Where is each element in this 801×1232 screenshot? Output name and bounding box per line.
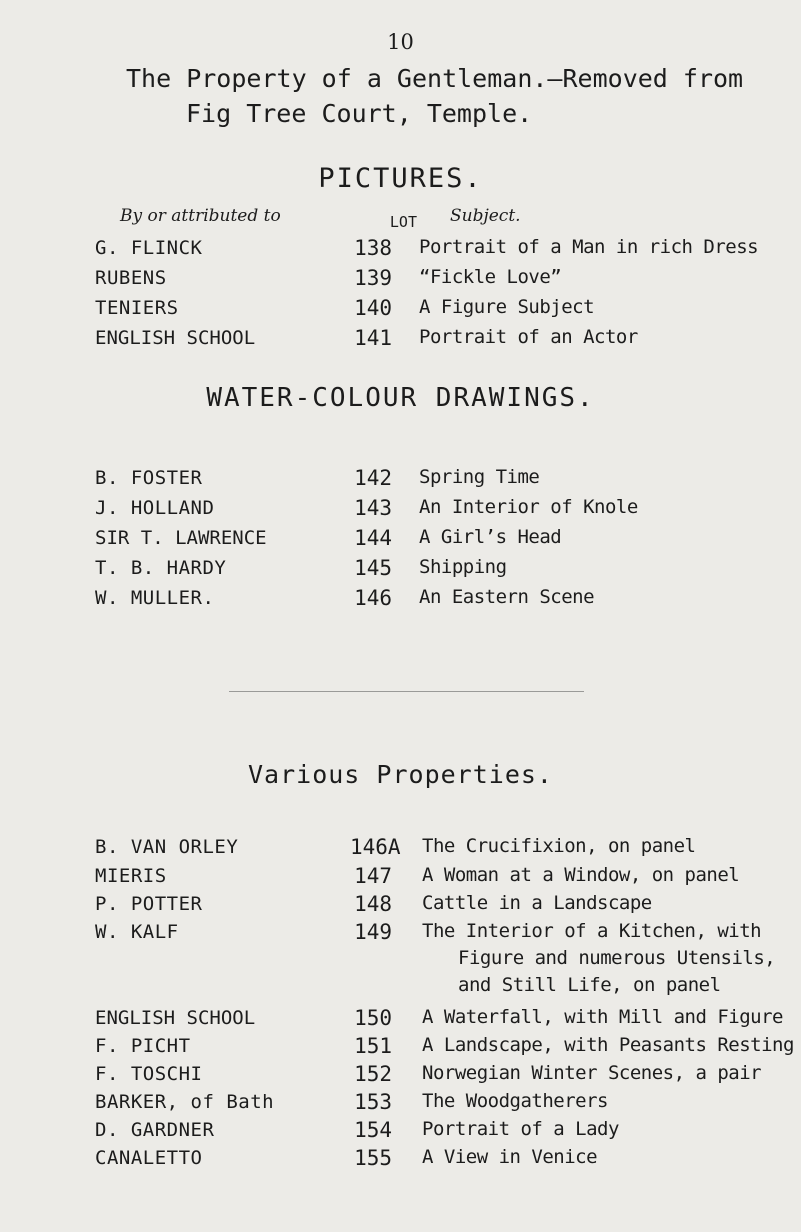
lot-subject: A Woman at a Window, on panel	[422, 864, 740, 886]
section-title-various: Various Properties.	[248, 760, 553, 789]
lot-number: 150	[354, 1006, 392, 1030]
lot-number: 140	[354, 296, 392, 320]
artist-name: B. FOSTER	[95, 467, 203, 489]
artist-name: ENGLISH SCHOOL	[95, 1007, 256, 1029]
artist-name: SIR T. LAWRENCE	[95, 527, 267, 549]
artist-name: W. KALF	[95, 921, 179, 943]
sale-heading-line-2: Fig Tree Court, Temple.	[186, 99, 533, 128]
lot-row	[0, 918, 801, 1004]
column-head-artist: By or attributed to	[120, 206, 281, 226]
lot-subject: A Waterfall, with Mill and Figure	[422, 1006, 783, 1028]
artist-name: J. HOLLAND	[95, 497, 215, 519]
lot-number: 149	[354, 920, 392, 944]
section-title-pictures: PICTURES.	[318, 163, 483, 194]
lot-subject: A Girl’s Head	[419, 526, 562, 548]
column-head-subject: Subject.	[450, 206, 521, 226]
artist-name: MIERIS	[95, 865, 167, 887]
artist-name: CANALETTO	[95, 1147, 203, 1169]
lot-number: 146A	[350, 835, 401, 859]
lot-subject: Shipping	[419, 556, 507, 578]
section-divider	[229, 691, 584, 692]
sale-heading-line-1: The Property of a Gentleman.—Removed from	[126, 64, 744, 93]
lot-row	[0, 890, 801, 920]
artist-name: BARKER, of Bath	[95, 1091, 275, 1113]
lot-number: 152	[354, 1062, 392, 1086]
artist-name: G. FLINCK	[95, 237, 203, 259]
lot-number: 147	[354, 864, 392, 888]
column-head-lot: LOT	[389, 213, 417, 231]
lot-row	[0, 324, 801, 354]
artist-name: T. B. HARDY	[95, 557, 227, 579]
lot-subject: A View in Venice	[422, 1146, 598, 1168]
lot-row	[0, 524, 801, 554]
lot-subject-line: The Interior of a Kitchen, with	[422, 920, 762, 942]
artist-name: ENGLISH SCHOOL	[95, 327, 256, 349]
lot-number: 148	[354, 892, 392, 916]
lot-row	[0, 584, 801, 614]
lot-number: 143	[354, 496, 392, 520]
lot-row	[0, 494, 801, 524]
lot-subject-continuation: Figure and numerous Utensils, and Still Life, on panel	[458, 947, 776, 996]
lot-subject: A Landscape, with Peasants Resting	[422, 1034, 794, 1056]
lot-number: 139	[354, 266, 392, 290]
lot-number: 146	[354, 586, 392, 610]
artist-name: W. MULLER.	[95, 587, 215, 609]
lot-subject	[422, 918, 797, 999]
lot-subject: The Woodgatherers	[422, 1090, 608, 1112]
lot-subject: Portrait of a Man in rich Dress	[419, 236, 759, 258]
lot-subject: An Interior of Knole	[419, 496, 638, 518]
lot-subject: Portrait of an Actor	[419, 326, 638, 348]
artist-name: RUBENS	[95, 267, 167, 289]
lot-row	[0, 1032, 801, 1062]
lot-row	[0, 554, 801, 584]
lot-number: 145	[354, 556, 392, 580]
artist-name: D. GARDNER	[95, 1119, 215, 1141]
lot-subject: The Crucifixion, on panel	[422, 835, 696, 857]
artist-name: TENIERS	[95, 297, 179, 319]
page-number: 10	[387, 30, 414, 54]
lot-row	[0, 1144, 801, 1174]
artist-name: F. PICHT	[95, 1035, 191, 1057]
artist-name: F. TOSCHI	[95, 1063, 203, 1085]
lot-number: 142	[354, 466, 392, 490]
section-title-watercolours: WATER-COLOUR DRAWINGS.	[206, 383, 595, 413]
lot-number: 153	[354, 1090, 392, 1114]
lot-number: 141	[354, 326, 392, 350]
lot-subject: “Fickle Love”	[419, 266, 562, 288]
lot-number: 151	[354, 1034, 392, 1058]
lot-row	[0, 1088, 801, 1118]
lot-subject: Portrait of a Lady	[422, 1118, 619, 1140]
lot-row	[0, 464, 801, 494]
lot-row	[0, 1060, 801, 1090]
artist-name: P. POTTER	[95, 893, 203, 915]
lot-subject: Spring Time	[419, 466, 540, 488]
lot-number: 154	[354, 1118, 392, 1142]
lot-subject: An Eastern Scene	[419, 586, 595, 608]
lot-subject: Norwegian Winter Scenes, a pair	[422, 1062, 762, 1084]
lot-number: 155	[354, 1146, 392, 1170]
lot-row	[0, 1004, 801, 1034]
lot-row	[0, 264, 801, 294]
artist-name: B. VAN ORLEY	[95, 836, 239, 858]
lot-subject: A Figure Subject	[419, 296, 595, 318]
lot-row	[0, 862, 801, 892]
lot-row	[0, 1116, 801, 1146]
lot-row	[0, 833, 801, 863]
lot-subject: Cattle in a Landscape	[422, 892, 652, 914]
lot-row	[0, 234, 801, 264]
lot-number: 144	[354, 526, 392, 550]
lot-number: 138	[354, 236, 392, 260]
lot-row	[0, 294, 801, 324]
